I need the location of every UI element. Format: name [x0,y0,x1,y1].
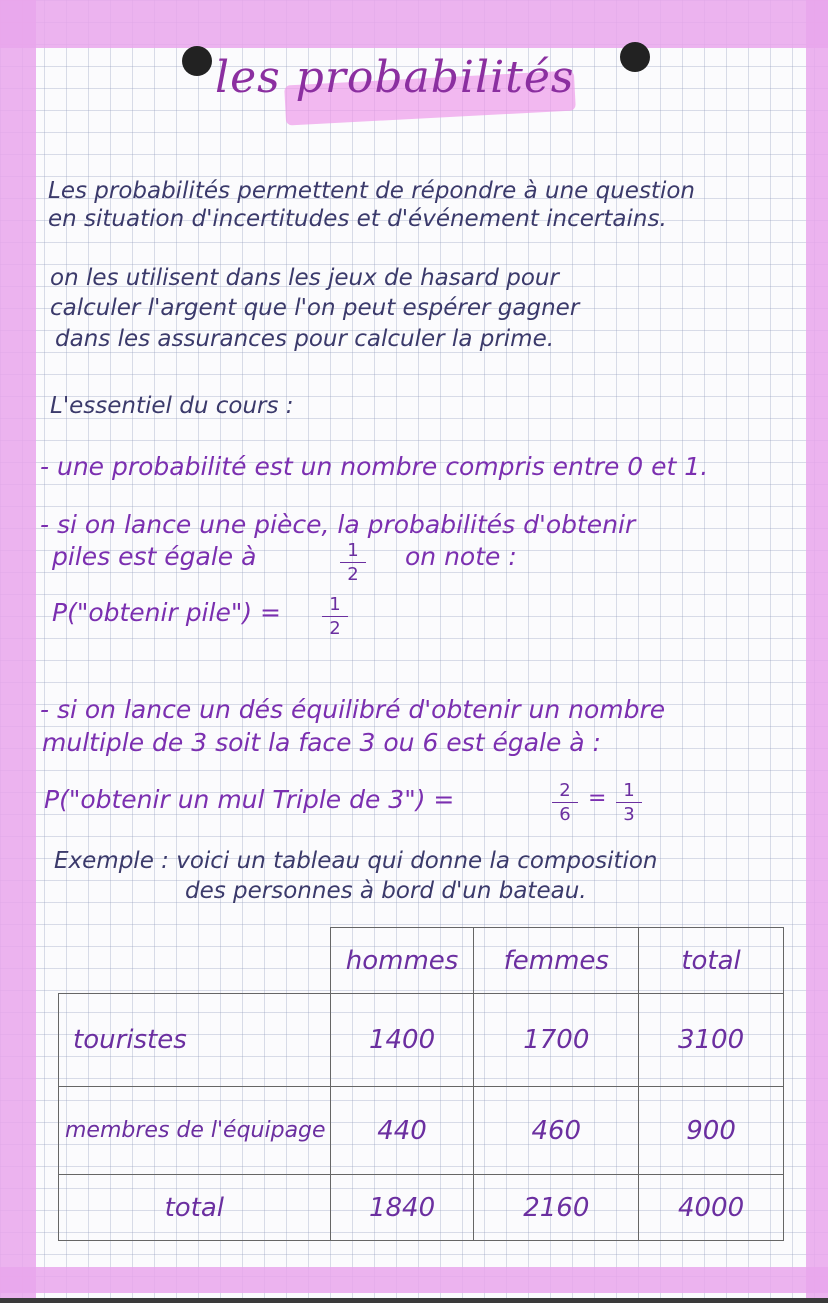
table-cell: 900 [639,1087,784,1175]
rule-2-line-2a: piles est égale à [52,542,257,571]
table-cell: 1700 [474,994,639,1087]
table-row [59,1087,784,1175]
table-cell: 1400 [330,994,474,1087]
fraction-denominator: 2 [347,564,359,585]
usage-line-2: calculer l'argent que l'on peut espérer gagner [50,295,580,321]
example-line-2: des personnes à bord d'un bateau. [185,878,587,904]
example-line-1: Exemple : voici un tableau qui donne la composition [54,848,658,874]
table-cell: 460 [474,1087,639,1175]
fraction-numerator: 1 [623,780,635,801]
fraction-two-sixths [552,780,578,825]
usage-line-3: dans les assurances pour calculer la prime. [55,326,555,352]
pink-border-right [806,0,828,1298]
fraction-denominator: 2 [329,618,341,639]
table-header-femmes: femmes [474,928,639,994]
table-cell: 440 [330,1087,474,1175]
pink-border-bottom [0,1267,828,1293]
page-title: les probabilités [215,52,575,103]
punch-hole-right [620,42,650,72]
intro-line-2: en situation d'incertitudes et d'événement incertains. [48,206,667,232]
rule-3-line-2: multiple de 3 soit la face 3 ou 6 est égale à : [42,728,601,757]
fraction-one-half [340,540,366,585]
usage-line-1: on les utilisent dans les jeux de hasard pour [50,265,559,291]
table-row [59,994,784,1087]
rule-2-line-2b: on note : [405,542,517,571]
table-cell: 4000 [639,1175,784,1241]
table-header-total: total [639,928,784,994]
fraction-one-third [616,780,642,825]
fraction-numerator: 1 [347,540,359,561]
fraction-bar [616,802,642,803]
rule-2-formula: P("obtenir pile") = [52,598,281,627]
table-header-hommes: hommes [330,928,474,994]
fraction-numerator: 2 [559,780,571,801]
formula-fraction-half [322,594,348,639]
table-corner [59,928,331,994]
rule-2-line-1: - si on lance une pièce, la probabilités d'obtenir [40,510,636,539]
rule-1: - une probabilité est un nombre compris entre 0 et 1. [40,452,709,481]
rule-3-formula: P("obtenir un mul Triple de 3") = [44,785,455,814]
punch-hole-left [182,46,212,76]
essentials-heading: L'essentiel du cours : [50,393,294,419]
fraction-denominator: 3 [623,804,635,825]
table-cell: 3100 [639,994,784,1087]
table-header-row [59,928,784,994]
fraction-bar [340,562,366,563]
pink-border-left [0,0,36,1298]
row-label: membres de l'équipage [59,1087,331,1175]
row-label: total [59,1175,331,1241]
fraction-numerator: 1 [329,594,341,615]
fraction-bar [552,802,578,803]
fraction-bar [322,616,348,617]
intro-line-1: Les probabilités permettent de répondre à une question [48,178,695,204]
equals-sign: = [588,786,607,811]
pink-border-top [0,0,828,48]
composition-table [58,927,784,1241]
row-label: touristes [59,994,331,1087]
table-row [59,1175,784,1241]
fraction-denominator: 6 [559,804,571,825]
rule-3-line-1: - si on lance un dés équilibré d'obtenir un nombre [40,695,666,724]
table-cell: 1840 [330,1175,474,1241]
table-cell: 2160 [474,1175,639,1241]
